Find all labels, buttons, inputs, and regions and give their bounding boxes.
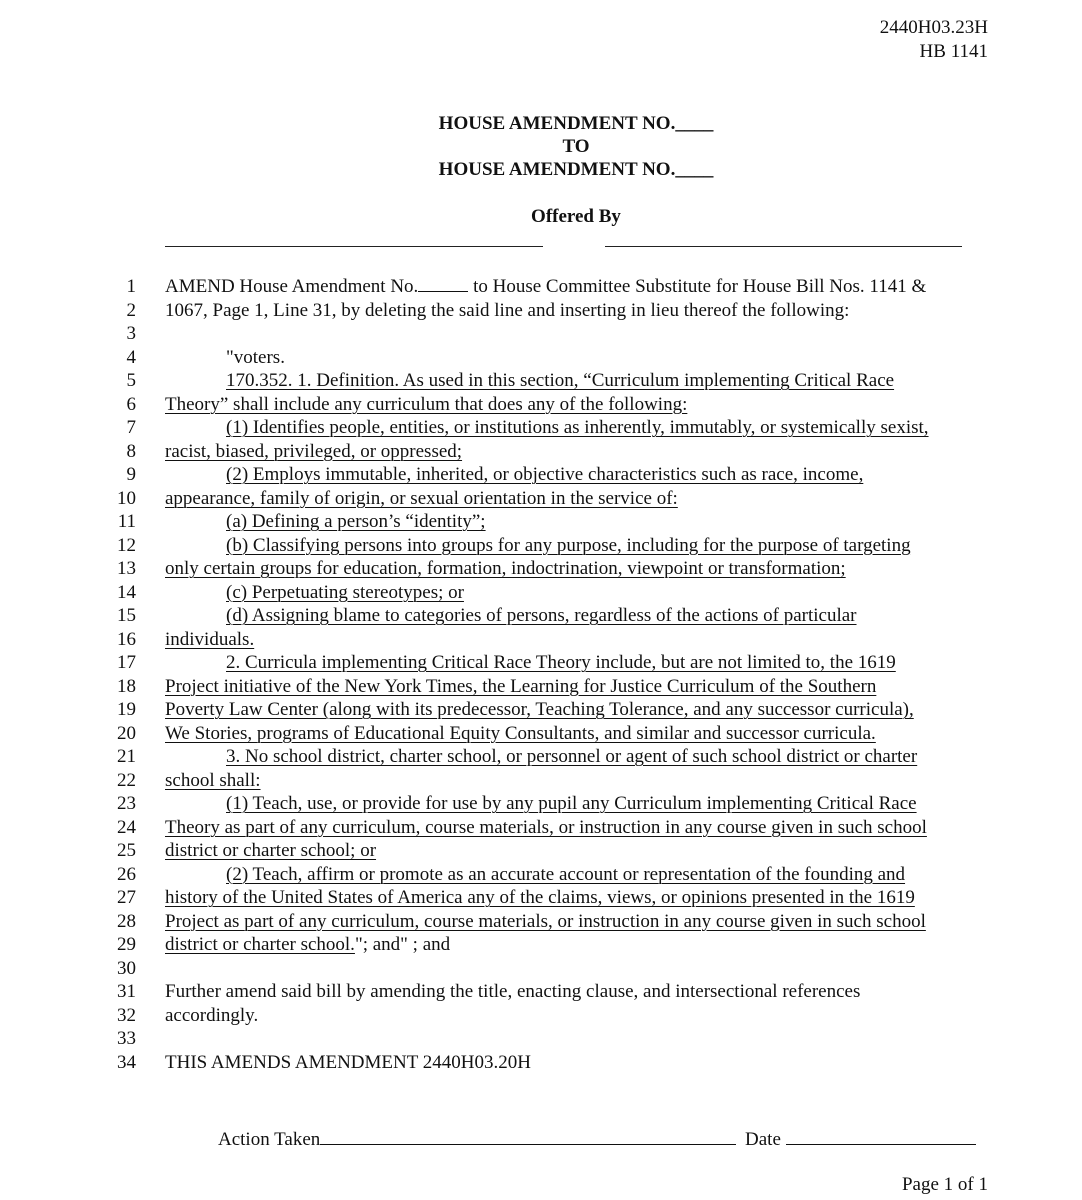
line-text [165,722,995,746]
title-line-3: HOUSE AMENDMENT NO.____ [438,159,714,180]
line-text-content: Poverty Law Center (along with its predecessor, Teaching Tolerance, and any successor curricula), [165,699,914,720]
line-number: 19 [117,699,136,720]
line-text [165,1004,995,1028]
line-number: 32 [117,1004,136,1026]
line-text-content: Theory as part of any curriculum, course materials, or instruction in any course given in such school [165,816,927,838]
line-text [165,910,995,934]
line-number: 30 [117,957,136,979]
line-text-content: individuals. [165,628,255,650]
amendment-number-blank [418,275,468,292]
line-number: 18 [117,675,136,697]
line-text [165,839,995,863]
line-text [165,980,995,1004]
line-text [165,299,995,323]
line-text-content: racist, biased, privileged, or oppressed; [165,440,463,462]
line-number: 4 [126,346,136,368]
line-text [165,487,995,511]
line-number: 13 [117,558,136,579]
line-number: 29 [117,934,136,955]
line-text-part: to House Committee Substitute for House Bill Nos. 1141 & [468,276,927,297]
line-text-content: school shall: [165,769,261,791]
offered-by-signature-line-2 [605,246,962,247]
line-text-content: accordingly. [165,1004,259,1026]
line-text-content: Project initiative of the New York Times, the Learning for Justice Curriculum of the Southern [165,675,877,697]
line-text-content: appearance, family of origin, or sexual orientation in the service of: [165,487,678,509]
line-text-content: (c) Perpetuating stereotypes; or [226,581,464,603]
line-text [165,933,995,957]
offered-by-signature-line-1 [165,246,543,247]
line-number: 24 [117,816,136,838]
line-text [226,792,996,816]
line-text-content: (1) Identifies people, entities, or institutions as inherently, immutably, or systemically sexist, [226,417,929,438]
line-text-content: 1067, Page 1, Line 31, by deleting the said line and inserting in lieu thereof the following: [165,299,850,321]
line-text-content: (1) Teach, use, or provide for use by any pupil any Curriculum implementing Critical Race [226,793,917,814]
line-number: 17 [117,652,136,673]
line-text-part: AMEND House Amendment No. [165,276,419,297]
title-line-2: TO [562,136,590,157]
line-number: 33 [117,1028,136,1049]
line-text [226,604,996,628]
offered-by-label: Offered By [531,206,621,227]
line-number: 3 [126,323,136,344]
line-text [165,675,995,699]
line-text [165,769,995,793]
line-text-content: (b) Classifying persons into groups for any purpose, including for the purpose of targeting [226,534,911,556]
line-number: 14 [117,581,136,603]
line-number: 1 [126,276,136,297]
line-text [226,745,996,769]
line-text-content: (a) Defining a person’s “identity”; [226,511,486,532]
line-text [165,886,995,910]
line-text [226,369,996,393]
line-text-content: district or charter school; or [165,840,377,861]
line-text-part: district or charter school. [165,934,355,955]
line-text [165,393,995,417]
line-text-content: (d) Assigning blame to categories of persons, regardless of the actions of particular [226,605,857,626]
line-number: 21 [117,746,136,767]
action-taken-label: Action Taken [218,1129,321,1150]
line-text-content: 170.352. 1. Definition. As used in this section, “Curriculum implementing Critical Race [226,370,895,391]
line-text [226,581,996,605]
line-number: 23 [117,793,136,814]
line-text [165,628,995,652]
line-text [226,534,996,558]
line-number: 9 [126,464,136,485]
line-text [165,816,995,840]
line-number: 28 [117,910,136,932]
line-number: 5 [126,370,136,391]
line-text-content: Theory” shall include any curriculum that does any of the following: [165,393,688,415]
line-text-content: "voters. [226,346,285,368]
line-number: 20 [117,722,136,744]
line-text [226,416,996,440]
line-text [226,346,996,370]
line-text-content: We Stories, programs of Educational Equity Consultants, and similar and successor curricula. [165,722,876,744]
line-number: 22 [117,769,136,791]
document-code: 2440H03.23H [879,17,988,38]
line-number: 31 [117,981,136,1002]
line-number: 11 [117,511,136,532]
line-text [165,698,995,722]
line-number: 7 [126,417,136,438]
line-number: 26 [117,863,136,885]
line-text-content: 3. No school district, charter school, or personnel or agent of such school district or charter [226,746,918,767]
line-number: 2 [126,299,136,321]
line-text [226,863,996,887]
line-text [165,557,995,581]
line-number: 8 [126,440,136,462]
line-number: 15 [117,605,136,626]
line-text-content: only certain groups for education, formation, indoctrination, viewpoint or transformation; [165,558,846,579]
line-number: 27 [117,887,136,908]
page-number: Page 1 of 1 [901,1174,988,1195]
line-text [226,463,996,487]
line-text [226,651,996,675]
line-text-content: Project as part of any curriculum, course materials, or instruction in any course given in such school [165,910,926,932]
line-text-content: THIS AMENDS AMENDMENT 2440H03.20H [165,1051,531,1073]
line-number: 6 [126,393,136,415]
line-text [165,275,995,299]
line-number: 34 [117,1051,136,1073]
action-row [218,1126,990,1151]
line-text [165,1051,995,1075]
line-text-part: "; and" ; and [354,934,451,955]
title-line-1: HOUSE AMENDMENT NO.____ [438,113,714,134]
line-text [165,440,995,464]
line-number: 25 [117,840,136,861]
line-text-content: history of the United States of America any of the claims, views, or opinions presented in the 1619 [165,887,915,908]
line-number: 12 [117,534,136,556]
line-number: 10 [117,487,136,509]
line-text-content: 2. Curricula implementing Critical Race Theory include, but are not limited to, the 1619 [226,652,896,673]
line-text-content: (2) Teach, affirm or promote as an accurate account or representation of the founding and [226,863,906,885]
date-line [786,1126,976,1145]
line-text-content: (2) Employs immutable, inherited, or objective characteristics such as race, income, [226,464,864,485]
bill-number: HB 1141 [919,41,988,62]
date-label: Date [745,1129,781,1150]
line-text-content: Further amend said bill by amending the title, enacting clause, and intersectional references [165,981,861,1002]
line-text [226,510,996,534]
action-taken-line [320,1126,736,1145]
line-number: 16 [117,628,136,650]
